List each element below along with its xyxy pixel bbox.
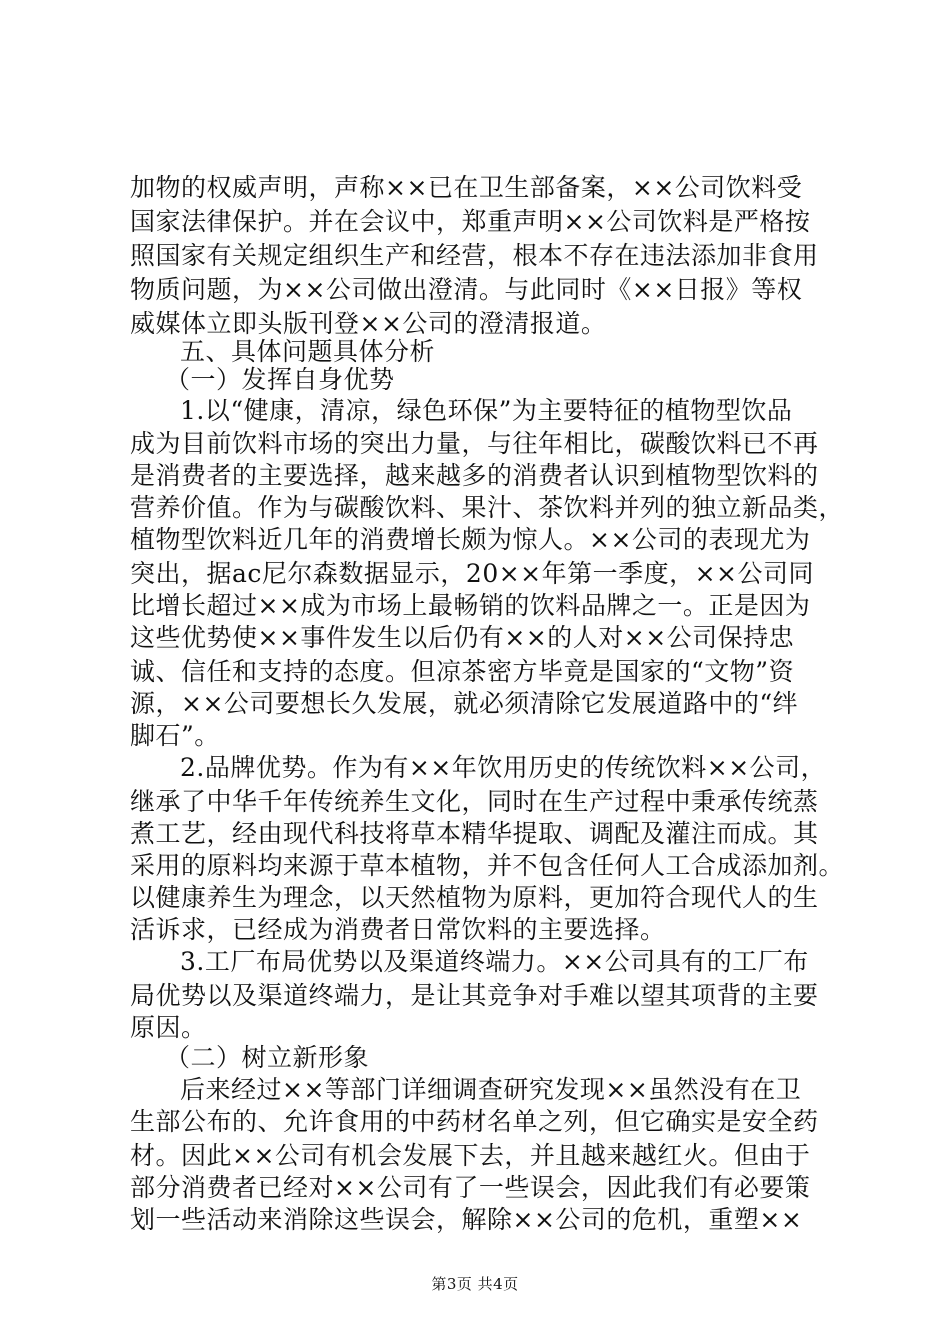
text-line: 后来经过××等部门详细调查研究发现××虽然没有在卫 bbox=[180, 1075, 802, 1104]
text-line: 诚、信任和支持的态度。但凉茶密方毕竟是国家的“文物”资 bbox=[130, 657, 795, 686]
text-line: 照国家有关规定组织生产和经营，根本不存在违法添加非食用 bbox=[130, 241, 819, 270]
text-line: 2.品牌优势。作为有××年饮用历史的传统饮料××公司， bbox=[180, 753, 827, 782]
text-line: 部分消费者已经对××公司有了一些误会，因此我们有必要策 bbox=[130, 1173, 811, 1202]
page-footer: 第3页 共4页 bbox=[431, 1275, 519, 1293]
text-line: 比增长超过××成为市场上最畅销的饮料品牌之一。正是因为 bbox=[130, 591, 811, 620]
text-line: 1.以“健康，清凉，绿色环保”为主要特征的植物型饮品 bbox=[180, 396, 793, 425]
text-line: 3.工厂布局优势以及渠道终端力。××公司具有的工厂布 bbox=[180, 947, 809, 976]
text-line: 植物型饮料近几年的消费增长颇为惊人。××公司的表现尤为 bbox=[130, 525, 811, 554]
text-line: 局优势以及渠道终端力，是让其竞争对手难以望其项背的主要 bbox=[130, 981, 819, 1010]
text-line: 加物的权威声明，声称××已在卫生部备案，××公司饮料受 bbox=[130, 173, 803, 202]
text-line: 成为目前饮料市场的突出力量，与往年相比，碳酸饮料已不再 bbox=[130, 429, 819, 458]
text-line: 物质问题，为××公司做出澄清。与此同时《××日报》等权 bbox=[130, 275, 803, 304]
text-line: 采用的原料均来源于草本植物，并不包含任何人工合成添加剂。 bbox=[130, 851, 845, 880]
text-line: 源，××公司要想长久发展，就必须清除它发展道路中的“绊 bbox=[130, 689, 799, 718]
section-heading: 五、具体问题具体分析 bbox=[180, 337, 436, 366]
text-line: 活诉求，已经成为消费者日常饮料的主要选择。 bbox=[130, 915, 666, 944]
text-line: 突出，据ac尼尔森数据显示，20××年第一季度，××公司同 bbox=[130, 559, 815, 588]
subsection-heading: （一）发挥自身优势 bbox=[165, 365, 395, 394]
text-line: 威媒体立即头版刊登××公司的澄清报道。 bbox=[130, 309, 607, 338]
text-line: 以健康养生为理念，以天然植物为原料，更加符合现代人的生 bbox=[130, 883, 819, 912]
text-line: 划一些活动来消除这些误会，解除××公司的危机，重塑×× bbox=[130, 1205, 803, 1234]
text-line: 煮工艺，经由现代科技将草本精华提取、调配及灌注而成。其 bbox=[130, 819, 819, 848]
text-line: 生部公布的、允许食用的中药材名单之列，但它确实是安全药 bbox=[130, 1107, 819, 1136]
text-line: 材。因此××公司有机会发展下去，并且越来越红火。但由于 bbox=[130, 1141, 811, 1170]
subsection-heading: （二）树立新形象 bbox=[165, 1043, 370, 1072]
text-line: 国家法律保护。并在会议中，郑重声明××公司饮料是严格按 bbox=[130, 207, 811, 236]
text-line: 脚石”。 bbox=[130, 721, 220, 750]
text-line: 继承了中华千年传统养生文化，同时在生产过程中秉承传统蒸 bbox=[130, 787, 819, 816]
text-line: 营养价值。作为与碳酸饮料、果汁、茶饮料并列的独立新品类， bbox=[130, 493, 845, 522]
text-line: 原因。 bbox=[130, 1013, 207, 1042]
text-line: 这些优势使××事件发生以后仍有××的人对××公司保持忠 bbox=[130, 623, 795, 652]
text-line: 是消费者的主要选择，越来越多的消费者认识到植物型饮料的 bbox=[130, 461, 819, 490]
